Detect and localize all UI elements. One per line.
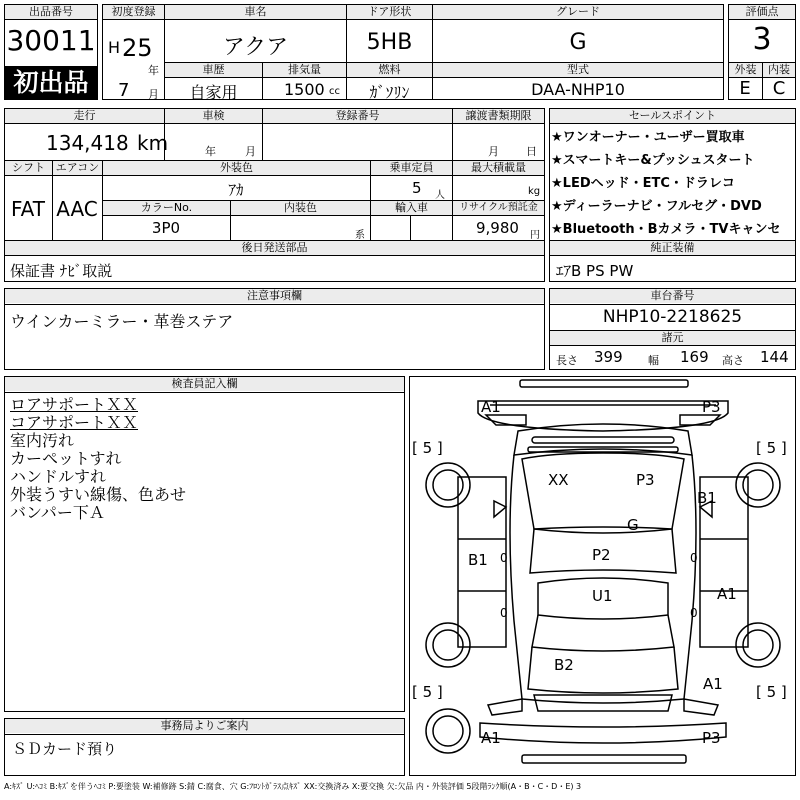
mark-door-right: A1 [717, 585, 737, 603]
mileage-value: 134,418 [46, 131, 129, 155]
reg-era: H [108, 38, 121, 57]
mark-0-right-b: 0 [690, 606, 698, 620]
sales-point-3: ★LEDヘッド・ETC・ドラレコ [551, 176, 735, 191]
mark-0-right-a: 0 [690, 551, 698, 565]
inspector-line-7: バンパー下Ａ [10, 503, 105, 522]
import-label: 輸入車 [371, 201, 452, 215]
lot-number: 30011 [6, 24, 96, 57]
mark-quarter-right: A1 [703, 675, 723, 693]
disp-unit: cc [329, 86, 340, 97]
shift-label: シフト [5, 161, 52, 175]
recycle-label: リサイクル預託金 [453, 201, 544, 215]
name-label: 車名 [165, 5, 346, 19]
fuel-value: ｶﾞｿﾘﾝ [369, 83, 410, 102]
regno-label: 登録番号 [263, 109, 452, 123]
mark-front-right: P3 [702, 398, 721, 416]
fuel-label: 燃料 [347, 63, 432, 77]
mileage-unit: km [137, 131, 169, 155]
grade-value: G [569, 30, 587, 55]
capacity-value: 5 [412, 179, 422, 197]
car-name: アクア [222, 35, 289, 60]
width-value: 169 [680, 348, 709, 366]
capacity-label: 乗車定員 [371, 161, 452, 175]
caution-label: 注意事項欄 [5, 289, 544, 303]
tire-front-left: [ 5 ] [412, 439, 443, 457]
sales-points-label: セールスポイント [550, 109, 795, 123]
intcolor-label: 内装色 [231, 201, 370, 215]
caution-value: ウインカーミラー・革巻ステア [10, 312, 234, 331]
load-unit: kg [528, 186, 541, 197]
score-value: 3 [752, 22, 772, 57]
inspector-line-2: コアサポートＸＸ [10, 413, 139, 432]
color-value: ｱｶ [228, 181, 244, 199]
shift-value: FAT [10, 197, 45, 221]
length-label: 長さ [556, 354, 578, 367]
equipment-value: ｴｱB PS PW [556, 262, 634, 280]
tire-rear-right: [ 5 ] [756, 683, 787, 701]
int-label: 内装 [763, 63, 795, 77]
reg-label: 初度登録 [103, 5, 164, 19]
sales-point-1: ★ワンオーナー・ユーザー買取車 [551, 130, 745, 145]
lot-label: 出品番号 [5, 5, 97, 19]
ac-label: エアコン [53, 161, 102, 175]
mileage-label: 走行 [5, 109, 164, 123]
score-label: 評価点 [729, 5, 795, 19]
reg-month-unit: 月 [148, 88, 159, 101]
transfer-day-unit: 日 [526, 145, 537, 158]
door-label: ドア形状 [347, 5, 432, 19]
transfer-month-unit: 月 [488, 145, 499, 158]
notice-label: 事務局よりご案内 [5, 719, 404, 733]
disp-value: 1500 [284, 80, 325, 99]
inspector-line-5: ハンドルすれ [10, 467, 107, 486]
mark-door-left: B1 [468, 551, 488, 569]
history-label: 車歴 [165, 63, 262, 77]
inspector-label: 検査員記入欄 [5, 377, 404, 391]
chassis-label: 車台番号 [550, 289, 795, 303]
chassis-value: NHP10-2218625 [602, 307, 743, 327]
recycle-unit: 円 [530, 230, 540, 241]
mark-rear-bumper-left: A1 [481, 729, 501, 747]
notice-value: ＳＤカード預り [12, 740, 118, 758]
mark-roof-2: U1 [592, 587, 613, 605]
tire-rear-left: [ 5 ] [412, 683, 443, 701]
ext-label: 外装 [729, 63, 762, 77]
insp-month-unit: 月 [245, 145, 256, 158]
model-label: 型式 [433, 63, 723, 77]
mark-0-left-b: 0 [500, 606, 508, 620]
load-label: 最大積載量 [453, 161, 544, 175]
mark-hood-right: P3 [636, 471, 655, 489]
legend-text: A:ｷｽﾞ U:ﾍｺﾐ B:ｷｽﾞを伴うﾍｺﾐ P:要塗装 W:補修跡 S:錆 C:腐食、穴 G:ﾌﾛﾝﾄｶﾞﾗｽ点ｷｽﾞ XX:交換済み X:要交換 欠:欠品 内・外装評価 5段階ﾗﾝｸ順(A・B・C・D・E) 3 [4, 782, 582, 791]
sales-point-2: ★スマートキー&プッシュスタート [551, 153, 755, 168]
inspector-line-6: 外装うすい線傷、色あせ [10, 485, 187, 504]
ac-value: AAC [56, 197, 98, 221]
mark-windshield: G [627, 516, 639, 534]
reg-year-unit: 年 [148, 64, 159, 77]
door-type: 5HB [366, 30, 413, 55]
dims-label: 諸元 [550, 331, 795, 345]
mark-fender-right: B1 [697, 489, 717, 507]
equipment-label: 純正装備 [550, 241, 795, 255]
history-value: 自家用 [189, 83, 238, 102]
later-parts-value: 保証書 ﾅﾋﾞ取説 [10, 262, 113, 280]
color-label: 外装色 [103, 161, 370, 175]
first-listing-badge: 初出品 [5, 66, 97, 99]
later-parts-label: 後日発送部品 [5, 241, 544, 255]
sales-point-5: ★Bluetooth・Bカメラ・TVキャンセ [551, 222, 781, 237]
inspector-line-4: カーペットすれ [10, 449, 122, 468]
mark-front-left: A1 [481, 398, 501, 416]
mark-rear-left: B2 [554, 656, 574, 674]
recycle-value: 9,980 [476, 219, 519, 237]
colorno-value: 3P0 [151, 219, 181, 237]
height-value: 144 [760, 348, 789, 366]
ext-score: E [739, 78, 751, 99]
mark-rear-bumper-right: P3 [702, 729, 721, 747]
tire-front-right: [ 5 ] [756, 439, 787, 457]
transfer-label: 譲渡書類期限 [453, 109, 544, 123]
capacity-unit: 人 [435, 190, 445, 201]
reg-year: 25 [122, 34, 153, 62]
mark-0-left-a: 0 [500, 551, 508, 565]
int-score: C [772, 78, 786, 99]
disp-label: 排気量 [263, 63, 346, 77]
sales-point-4: ★ディーラーナビ・フルセグ・DVD [551, 199, 762, 214]
inspector-line-3: 室内汚れ [10, 431, 75, 450]
length-value: 399 [594, 348, 623, 366]
inspection-label: 車検 [165, 109, 262, 123]
colorno-label: カラーNo. [103, 201, 230, 215]
mark-roof: P2 [592, 546, 611, 564]
reg-month: 7 [118, 80, 130, 101]
intcolor-unit: 系 [355, 230, 365, 241]
mark-hood-left: XX [548, 471, 569, 489]
model-value: DAA-NHP10 [531, 80, 625, 99]
inspector-line-1: ロアサポートＸＸ [10, 395, 139, 414]
height-label: 高さ [722, 354, 744, 367]
car-diagram-outline [410, 377, 795, 775]
width-label: 幅 [648, 354, 659, 367]
grade-label: グレード [433, 5, 723, 19]
insp-year-unit: 年 [205, 145, 216, 158]
